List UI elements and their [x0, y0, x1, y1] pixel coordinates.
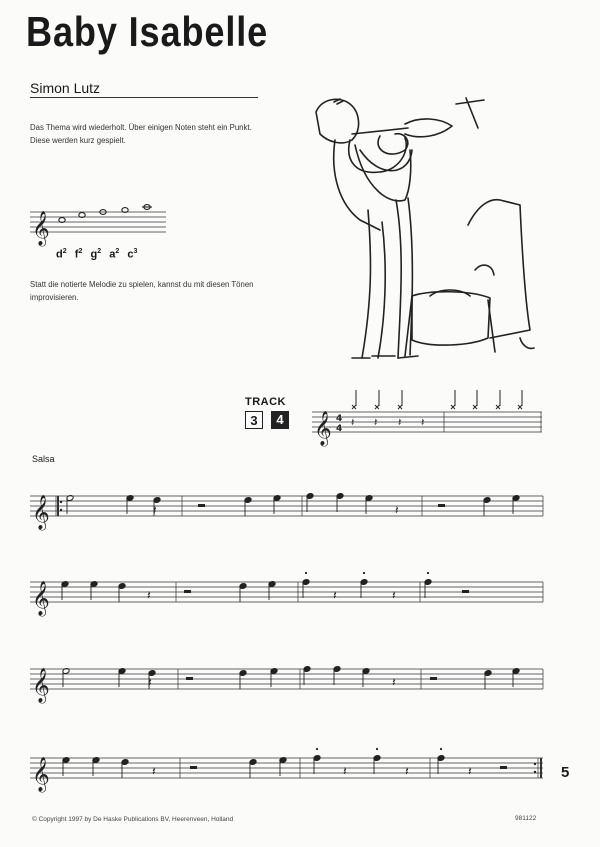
- quarter-rest: 𝄽: [148, 675, 152, 689]
- track-4-badge: 4: [271, 411, 289, 429]
- half-rest: [500, 766, 507, 769]
- staccato-dot: [305, 572, 307, 574]
- rhythm-staff: [312, 412, 542, 432]
- style-label: Salsa: [32, 454, 55, 464]
- svg-text:𝄽: 𝄽: [398, 416, 402, 429]
- staccato-dot: [316, 748, 318, 750]
- half-rest: [190, 766, 197, 769]
- half-rest: [198, 504, 205, 507]
- staff-4: [30, 758, 543, 778]
- quarter-rest: 𝄽: [468, 764, 472, 778]
- rhythm-cross-notes: [352, 390, 522, 409]
- svg-text:𝄽: 𝄽: [351, 416, 355, 429]
- range-staff: [30, 212, 166, 232]
- quarter-rest: 𝄽: [343, 764, 347, 778]
- staccato-dot: [440, 748, 442, 750]
- quarter-rest: 𝄽: [395, 503, 399, 517]
- catalog-number: 981122: [515, 815, 537, 822]
- staccato-dot: [363, 572, 365, 574]
- copyright-text: © Copyright 1997 by De Haske Publications BV, Heerenveen, Holland: [32, 816, 234, 823]
- svg-text:𝄽: 𝄽: [421, 416, 425, 429]
- quarter-rest: 𝄽: [405, 764, 409, 778]
- quarter-rest: 𝄽: [392, 675, 396, 689]
- svg-text:𝄞: 𝄞: [32, 668, 50, 703]
- svg-text:𝄽: 𝄽: [374, 416, 378, 429]
- svg-text:𝄞: 𝄞: [314, 411, 332, 446]
- quarter-rest: 𝄽: [153, 503, 157, 517]
- improvise-text: Statt die notierte Melodie zu spielen, kannst du mit diesen Tönen improvisieren.: [30, 280, 254, 302]
- half-rest: [438, 504, 445, 507]
- trumpet-player-illustration: [316, 98, 534, 358]
- composer-name: Simon Lutz: [30, 80, 101, 96]
- staff-3: [30, 669, 543, 689]
- staff-1: [30, 496, 543, 516]
- staccato-dot: [376, 748, 378, 750]
- treble-clef-icon: 𝄞: [32, 211, 50, 246]
- track-3-badge: 3: [245, 411, 263, 429]
- svg-text:𝄞: 𝄞: [32, 757, 50, 792]
- track-label: TRACK: [245, 396, 286, 408]
- quarter-rest: 𝄽: [392, 588, 396, 602]
- intro-text: Das Thema wird wiederholt. Über einigen Noten steht ein Punkt. Diese werden kurz gespielt.: [30, 123, 252, 145]
- note-names: $d^2$ $f^2$ $g^2$ $a^2$ $c^3$: [56, 248, 138, 261]
- half-rest: [430, 677, 437, 680]
- svg-text:𝄞: 𝄞: [32, 495, 50, 530]
- half-rest: [462, 590, 469, 593]
- page-title: Baby Isabelle: [26, 8, 269, 55]
- half-rest: [184, 590, 191, 593]
- svg-text:4: 4: [336, 424, 343, 434]
- page-number: 5: [561, 764, 570, 781]
- quarter-rest: 𝄽: [333, 588, 337, 602]
- staccato-dot: [427, 572, 429, 574]
- quarter-rest: 𝄽: [152, 764, 156, 778]
- svg-text:𝄞: 𝄞: [32, 581, 50, 616]
- quarter-rest: 𝄽: [147, 588, 151, 602]
- melody-notes: [61, 493, 520, 778]
- svg-text:4: 4: [336, 414, 343, 424]
- half-rest: [186, 677, 193, 680]
- range-notes: [59, 205, 152, 223]
